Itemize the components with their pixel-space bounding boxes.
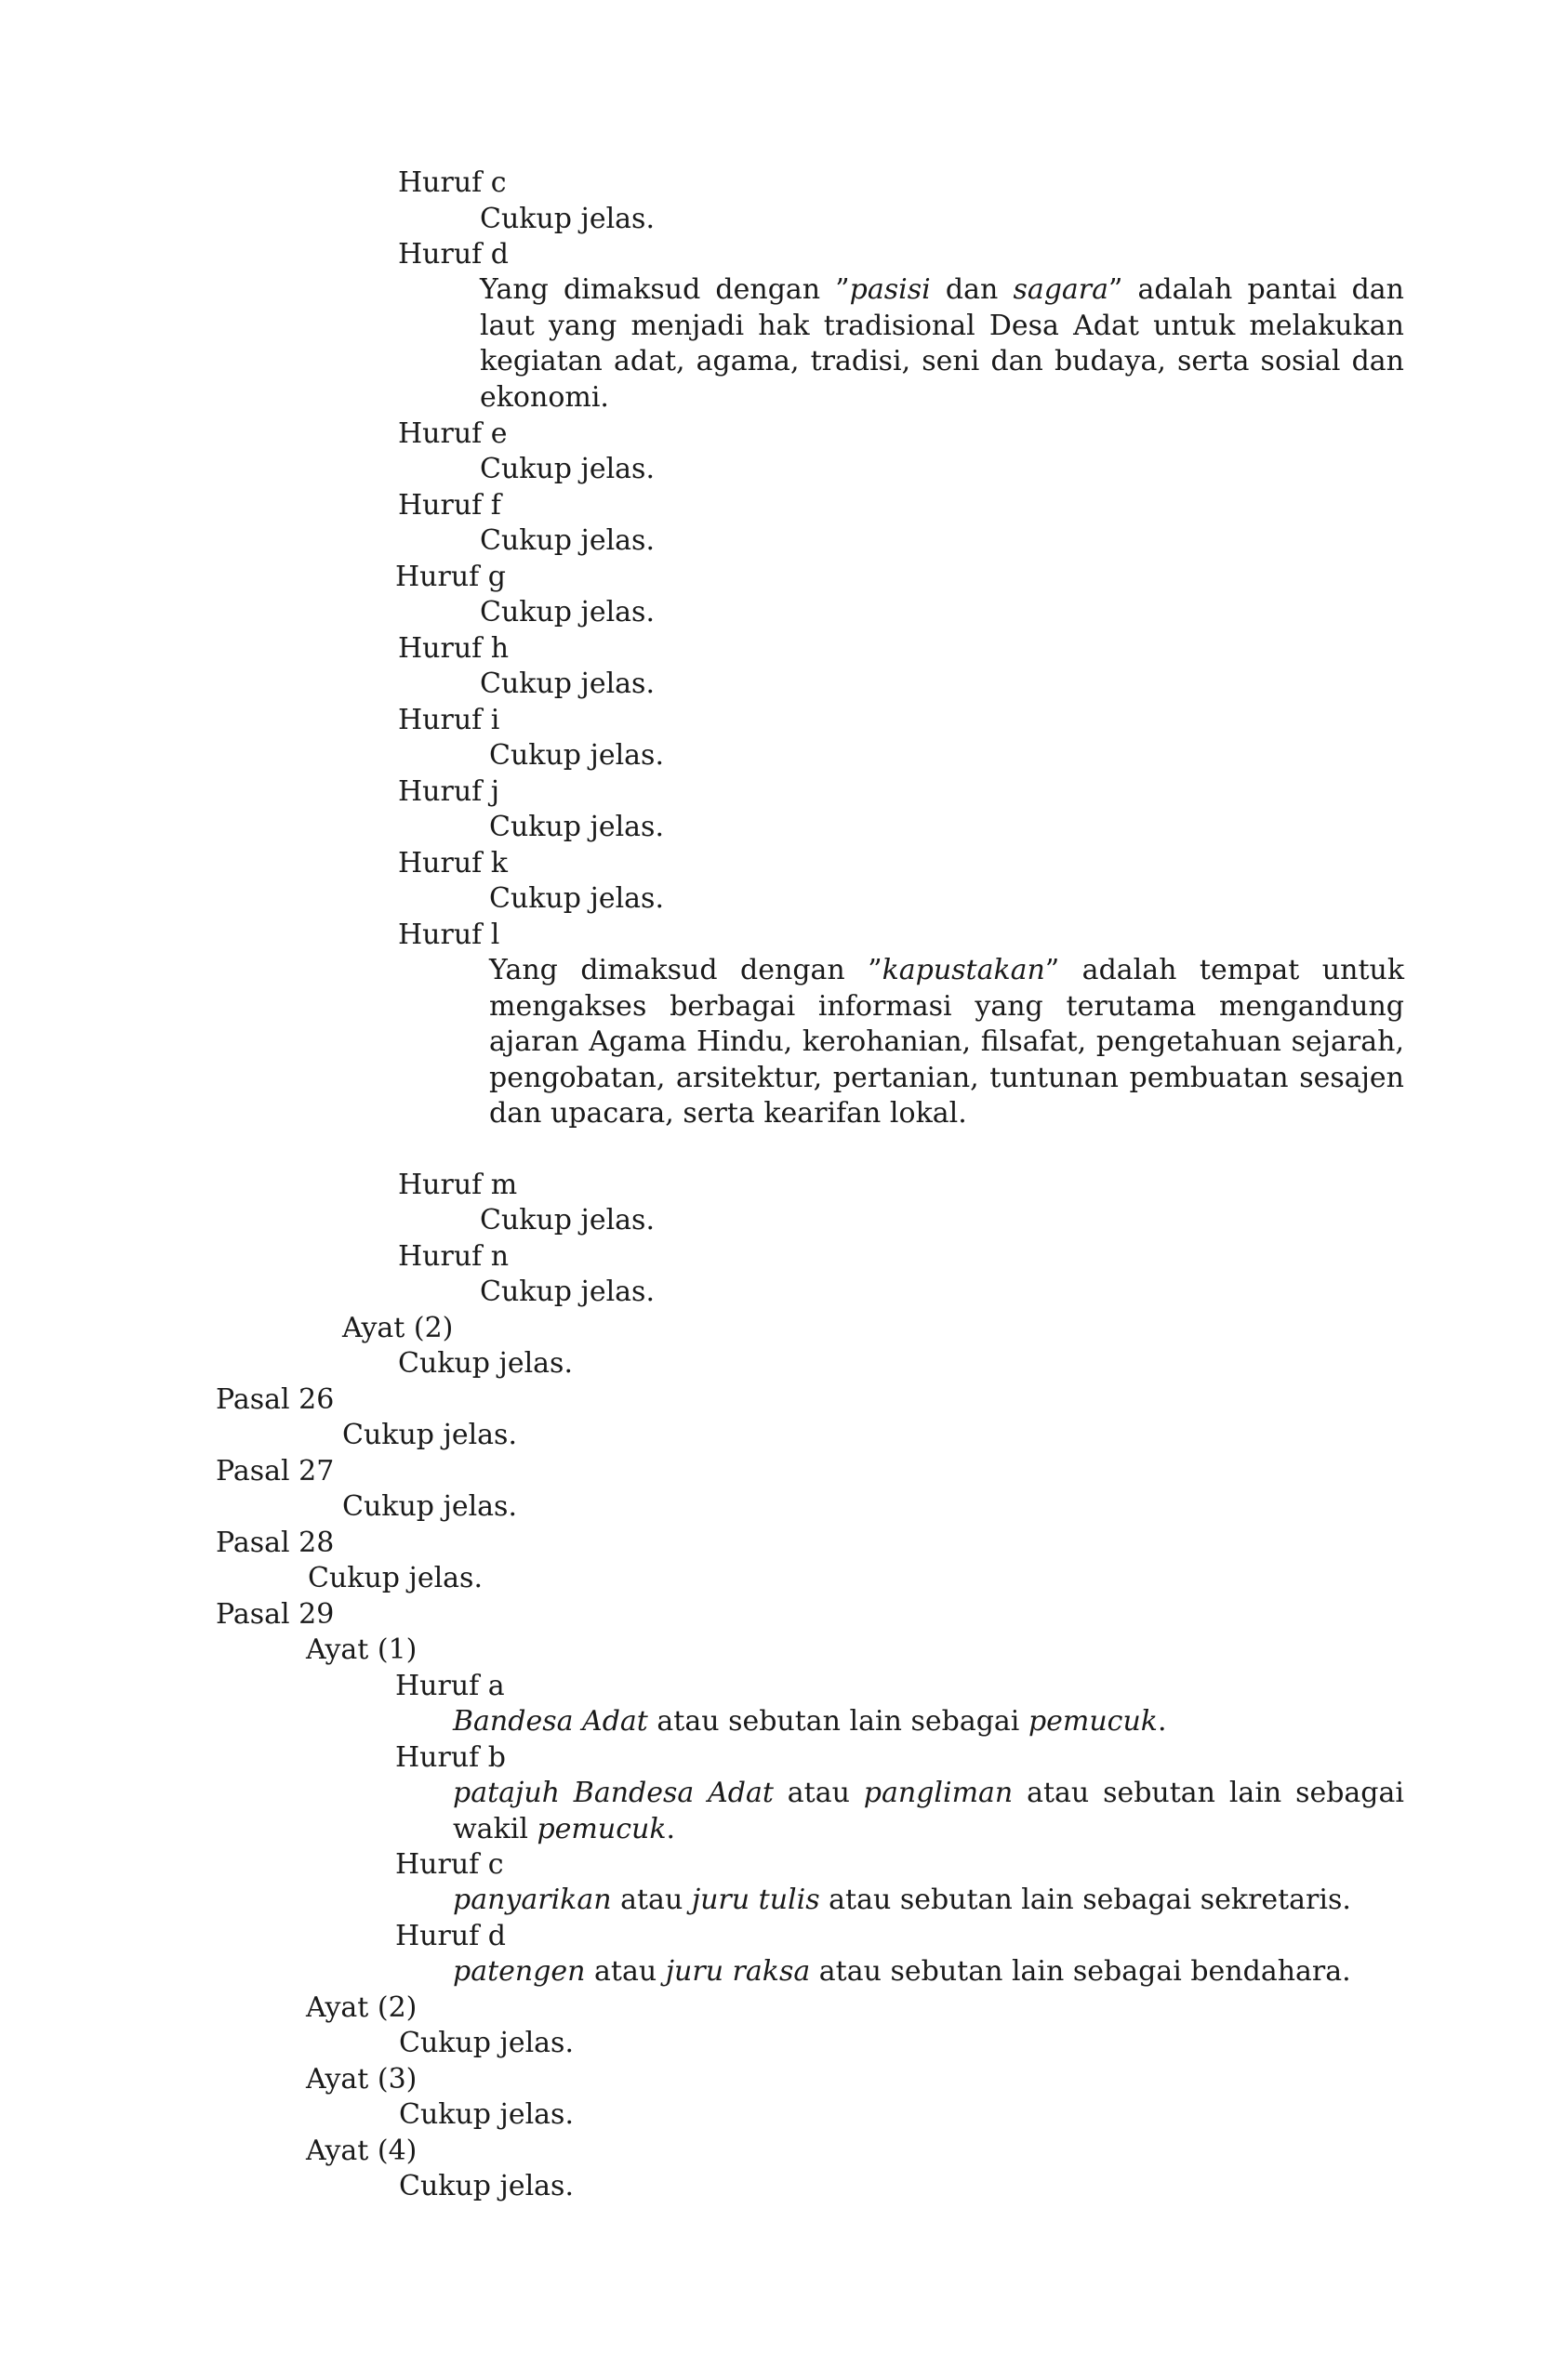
pasal-27-heading: Pasal 27: [216, 1455, 335, 1488]
pasal-29-ayat-1-heading: Ayat (1): [306, 1633, 418, 1666]
pasal-29-huruf-b-body: [453, 1776, 1404, 1847]
para-italic-term: juru tulis: [691, 1884, 820, 1916]
para-italic-term: pemucuk: [537, 1812, 667, 1845]
pasal-29-huruf-b-heading: Huruf b: [395, 1741, 506, 1774]
para-italic-term: sagara: [1013, 273, 1109, 306]
huruf-n-body: Cukup jelas.: [480, 1276, 655, 1308]
para-italic-term: pemucuk: [1028, 1705, 1158, 1738]
huruf-j-heading: Huruf j: [398, 775, 500, 808]
para-text: Yang dimaksud dengan ”: [489, 954, 882, 986]
para-text: atau sebutan lain sebagai wakil: [453, 1777, 1404, 1845]
pasal-29-huruf-a-heading: Huruf a: [395, 1670, 505, 1702]
para-italic-term: patajuh Bandesa Adat: [453, 1777, 774, 1809]
huruf-h-body: Cukup jelas.: [480, 668, 655, 700]
para-italic-term: panyarikan: [453, 1884, 612, 1916]
pasal-29-huruf-c-heading: Huruf c: [395, 1848, 504, 1881]
huruf-k-body: Cukup jelas.: [489, 882, 664, 915]
pasal-29-ayat-3-heading: Ayat (3): [306, 2063, 418, 2096]
pasal-29-ayat-3-body: Cukup jelas.: [399, 2098, 574, 2131]
huruf-f-heading: Huruf f: [398, 489, 501, 522]
para-text: dan: [930, 273, 1014, 306]
huruf-i-heading: Huruf i: [398, 704, 500, 736]
para-text: Yang dimaksud dengan ”: [480, 273, 850, 306]
huruf-i-body: Cukup jelas.: [489, 739, 664, 772]
pasal-28-heading: Pasal 28: [216, 1527, 335, 1559]
para-italic-term: Bandesa Adat: [453, 1705, 648, 1738]
pasal-28-body: Cukup jelas.: [308, 1562, 483, 1594]
pasal-29-ayat-2-body: Cukup jelas.: [399, 2027, 574, 2059]
huruf-g-body: Cukup jelas.: [480, 596, 655, 628]
para-text: ” adalah tempat untuk mengakses berbagai informasi yang terutama mengandung ajaran Agama Hindu, kerohanian, filsafat, pengetahuan sejarah, pengobatan, arsitektur, pertanian, tuntunan pembuatan sesajen dan upacara, serta kearifan lokal.: [489, 954, 1404, 1130]
huruf-e-body: Cukup jelas.: [480, 453, 655, 485]
para-text: atau sebutan lain sebagai bendahara.: [810, 1955, 1351, 1988]
pasal-29-ayat-2-heading: Ayat (2): [306, 1991, 418, 2024]
ayat-2-body: Cukup jelas.: [398, 1347, 573, 1380]
para-text: atau: [773, 1777, 864, 1809]
para-text: atau sebutan lain sebagai sekretaris.: [819, 1884, 1351, 1916]
para-text: .: [1157, 1705, 1167, 1738]
huruf-j-body: Cukup jelas.: [489, 811, 664, 843]
para-text: atau sebutan lain sebagai: [647, 1705, 1028, 1738]
huruf-g-heading: Huruf g: [395, 561, 506, 593]
huruf-k-heading: Huruf k: [398, 847, 508, 879]
pasal-26-heading: Pasal 26: [216, 1383, 335, 1416]
pasal-29-huruf-a-body: [453, 1704, 1167, 1740]
pasal-26-body: Cukup jelas.: [342, 1419, 517, 1451]
pasal-29-ayat-4-body: Cukup jelas.: [399, 2170, 574, 2202]
para-text: ” adalah pantai dan laut yang menjadi hak tradisional Desa Adat untuk melakukan kegiatan adat, agama, tradisi, seni dan budaya, serta sosial dan ekonomi.: [480, 273, 1404, 414]
huruf-l-paragraph: [489, 953, 1404, 1132]
pasal-29-huruf-d-heading: Huruf d: [395, 1920, 506, 1952]
huruf-h-heading: Huruf h: [398, 632, 510, 665]
huruf-m-heading: Huruf m: [398, 1169, 518, 1201]
ayat-2-heading: Ayat (2): [342, 1312, 454, 1344]
huruf-f-body: Cukup jelas.: [480, 524, 655, 557]
huruf-e-heading: Huruf e: [398, 417, 508, 450]
huruf-d-paragraph: [480, 272, 1404, 416]
para-text: atau: [585, 1955, 666, 1988]
huruf-c-body: Cukup jelas.: [480, 203, 655, 235]
huruf-m-body: Cukup jelas.: [480, 1204, 655, 1236]
huruf-c-heading: Huruf c: [398, 166, 507, 199]
para-text: .: [666, 1812, 676, 1845]
para-italic-term: pangliman: [863, 1777, 1014, 1809]
huruf-n-heading: Huruf n: [398, 1240, 510, 1273]
pasal-29-huruf-d-body: [453, 1954, 1351, 1990]
para-italic-term: juru raksa: [665, 1955, 811, 1988]
para-italic-term: pasisi: [849, 273, 931, 306]
para-italic-term: kapustakan: [882, 954, 1045, 986]
pasal-29-heading: Pasal 29: [216, 1598, 335, 1631]
para-text: atau: [611, 1884, 692, 1916]
pasal-27-body: Cukup jelas.: [342, 1490, 517, 1523]
pasal-29-huruf-c-body: [453, 1883, 1351, 1919]
huruf-d-heading: Huruf d: [398, 238, 509, 271]
para-italic-term: patengen: [453, 1955, 586, 1988]
huruf-l-heading: Huruf l: [398, 919, 500, 951]
pasal-29-ayat-4-heading: Ayat (4): [306, 2135, 418, 2167]
